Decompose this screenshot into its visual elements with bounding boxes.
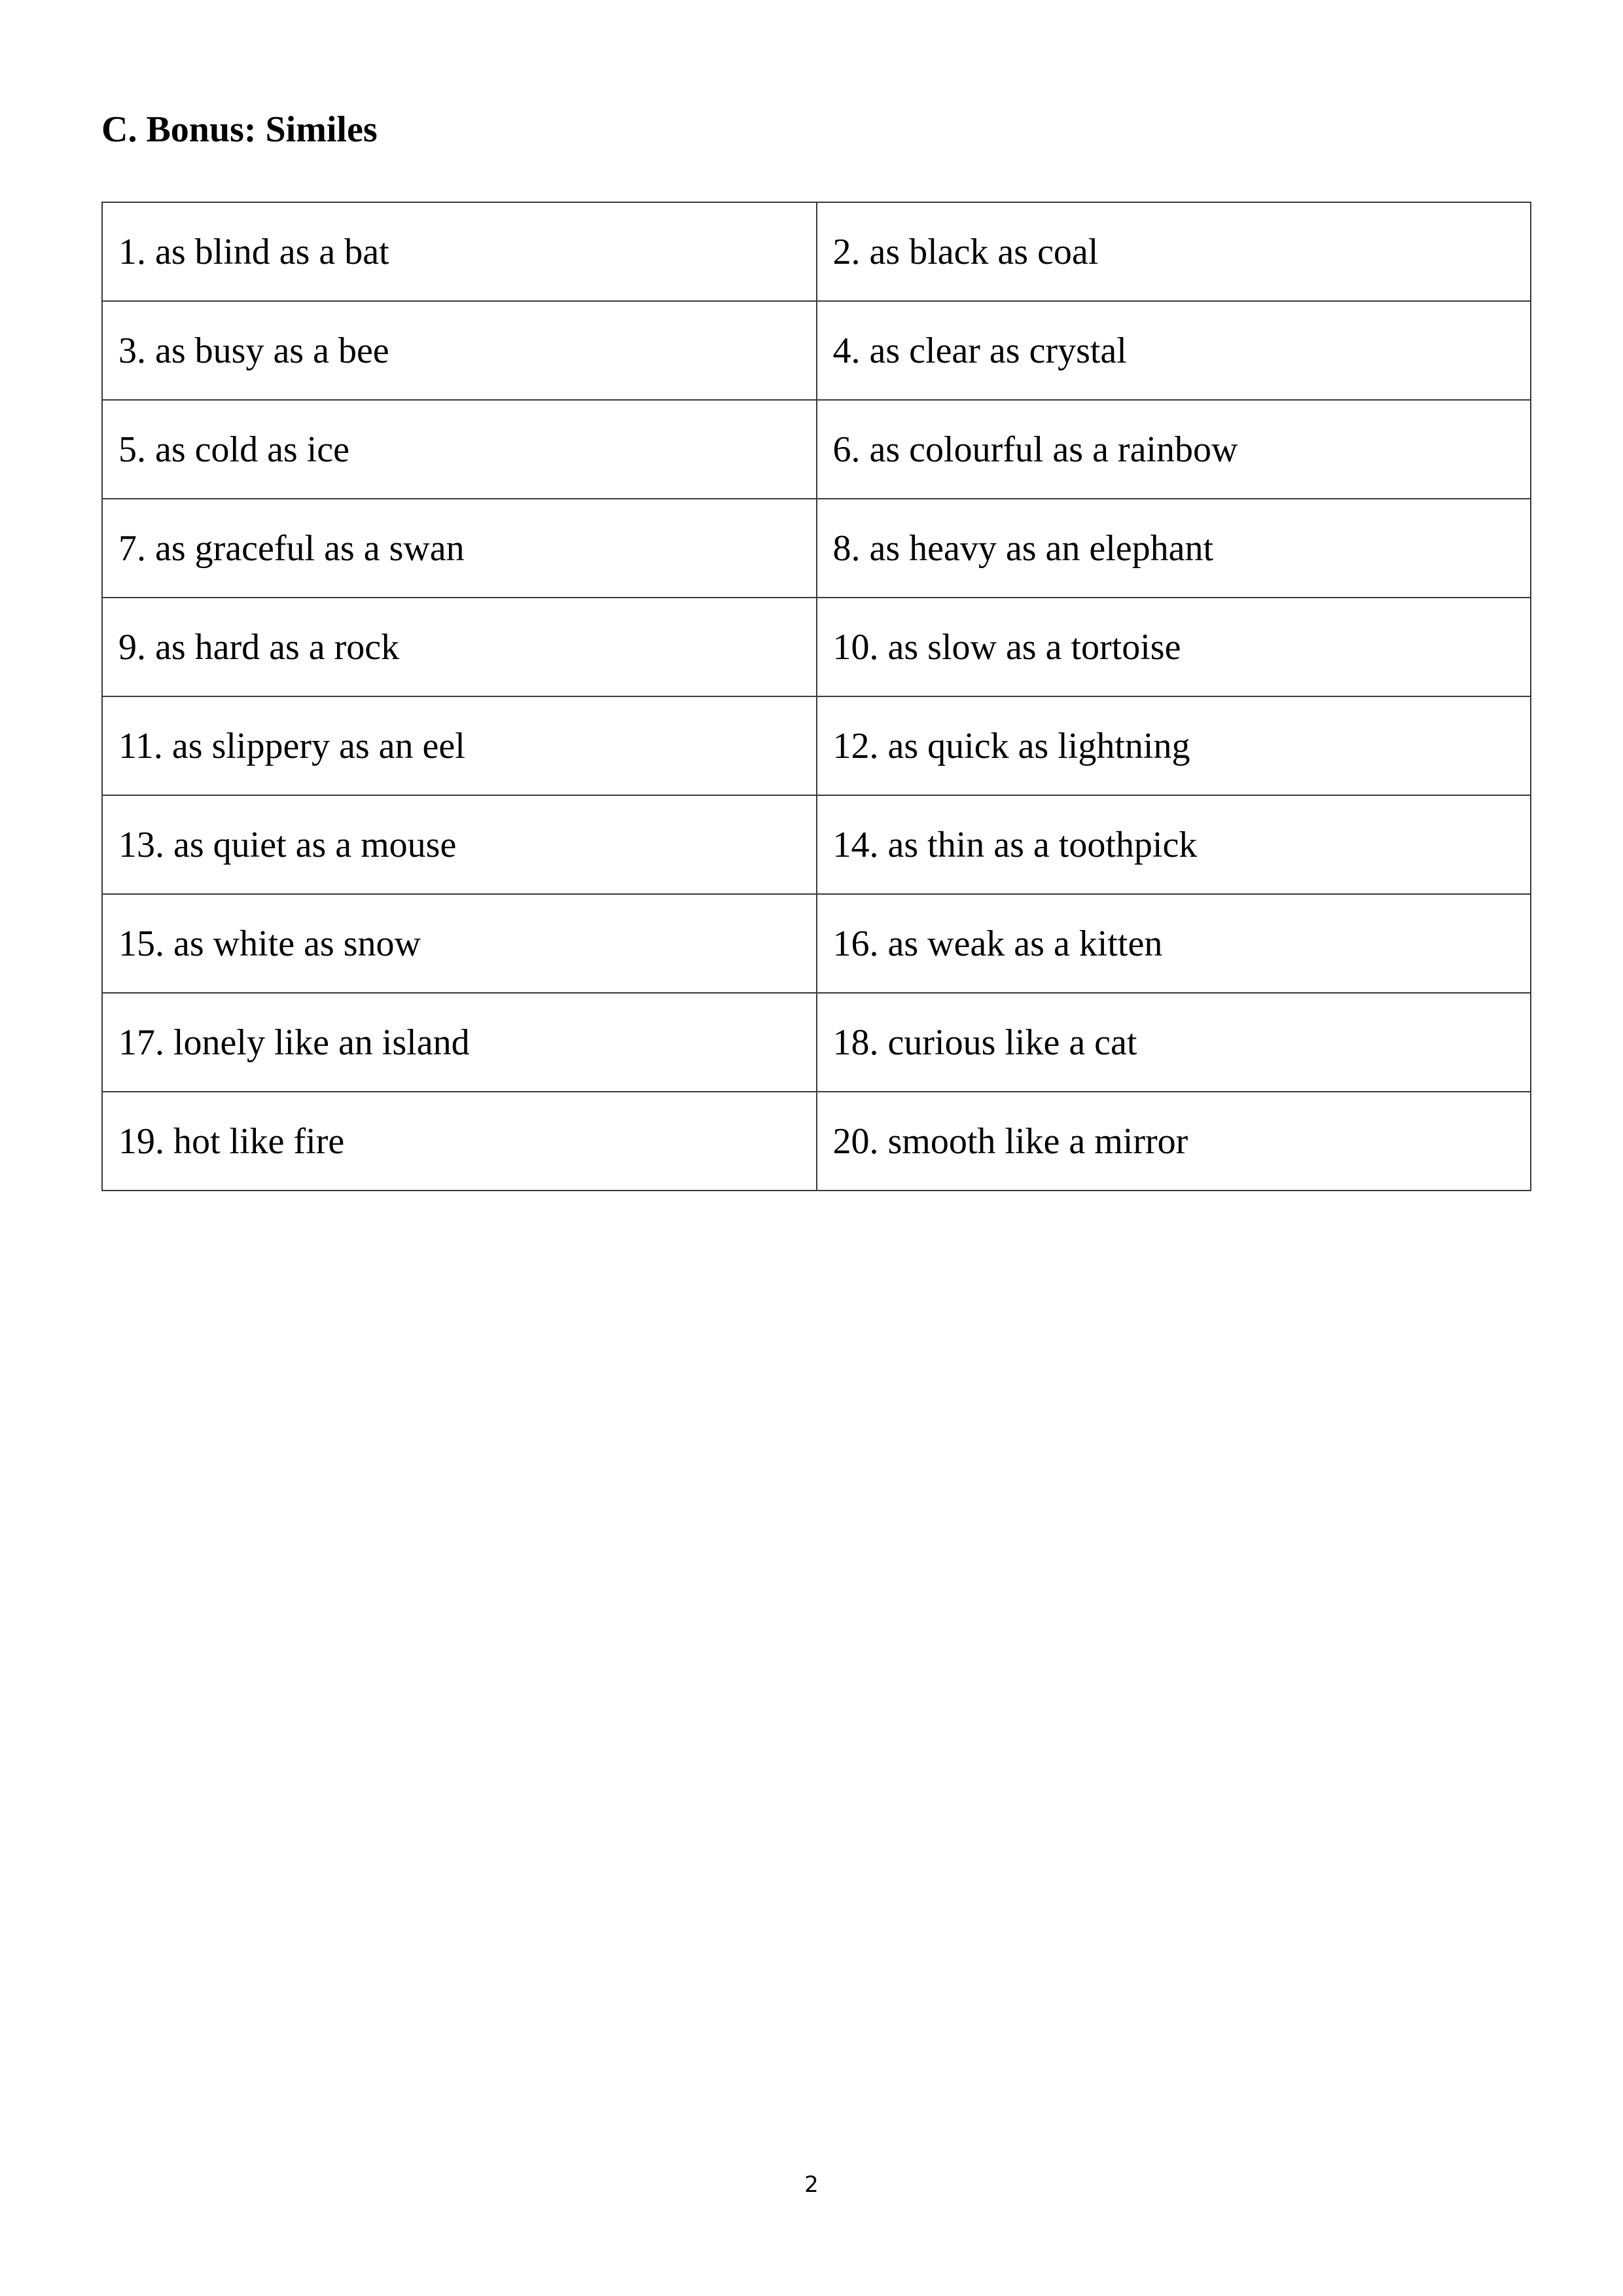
simile-cell: 9. as hard as a rock (102, 598, 817, 696)
simile-cell: 12. as quick as lightning (817, 696, 1531, 795)
simile-cell: 17. lonely like an island (102, 993, 817, 1092)
table-row (102, 499, 1531, 598)
simile-cell: 13. as quiet as a mouse (102, 795, 817, 894)
simile-cell: 3. as busy as a bee (102, 301, 817, 400)
simile-cell: 4. as clear as crystal (817, 301, 1531, 400)
simile-cell: 1. as blind as a bat (102, 202, 817, 301)
table-row (102, 598, 1531, 696)
simile-cell: 7. as graceful as a swan (102, 499, 817, 598)
table-row (102, 795, 1531, 894)
simile-cell: 16. as weak as a kitten (817, 894, 1531, 993)
table-row (102, 1092, 1531, 1191)
table-row (102, 993, 1531, 1092)
simile-cell: 20. smooth like a mirror (817, 1092, 1531, 1191)
simile-cell: 8. as heavy as an elephant (817, 499, 1531, 598)
table-row (102, 301, 1531, 400)
simile-cell: 10. as slow as a tortoise (817, 598, 1531, 696)
table-row (102, 400, 1531, 499)
simile-cell: 5. as cold as ice (102, 400, 817, 499)
simile-cell: 18. curious like a cat (817, 993, 1531, 1092)
similes-table (101, 202, 1531, 1191)
simile-cell: 11. as slippery as an eel (102, 696, 817, 795)
simile-cell: 15. as white as snow (102, 894, 817, 993)
table-row (102, 202, 1531, 301)
simile-cell: 19. hot like fire (102, 1092, 817, 1191)
simile-cell: 6. as colourful as a rainbow (817, 400, 1531, 499)
simile-cell: 14. as thin as a toothpick (817, 795, 1531, 894)
simile-cell: 2. as black as coal (817, 202, 1531, 301)
section-heading: C. Bonus: Similes (101, 109, 378, 150)
table-row (102, 894, 1531, 993)
table-row (102, 696, 1531, 795)
page-number: 2 (804, 2172, 819, 2198)
